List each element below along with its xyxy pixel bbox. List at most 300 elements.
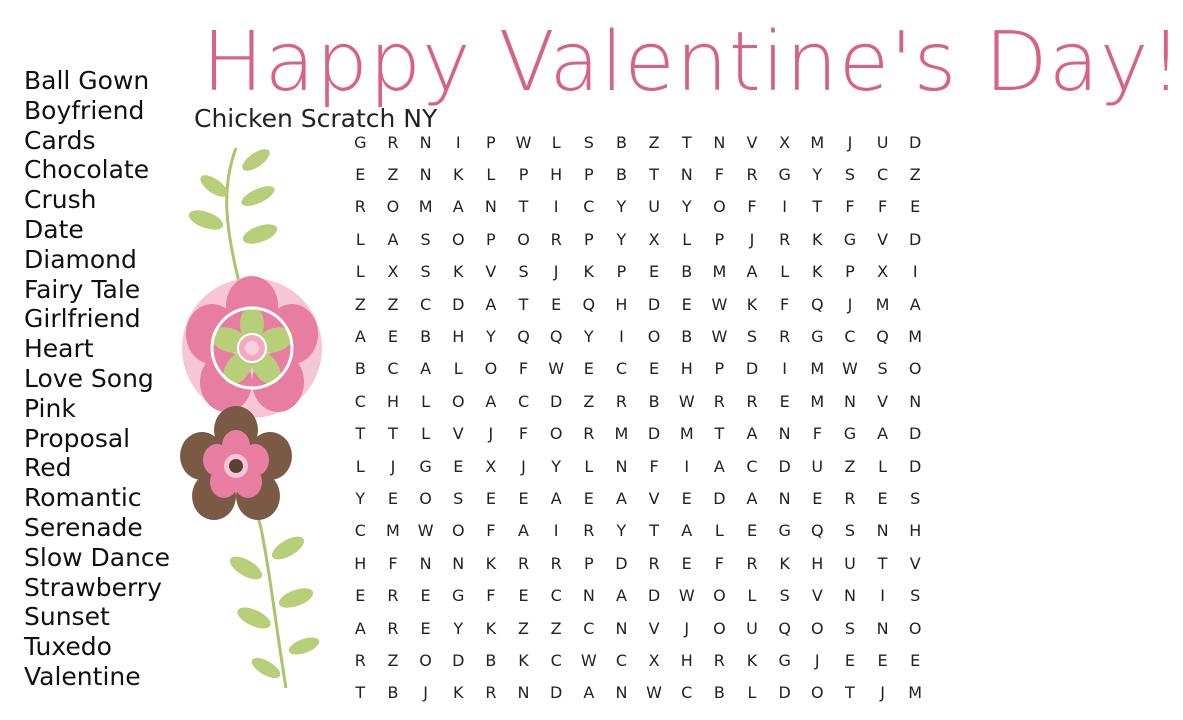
grid-cell[interactable]: Q [517,327,530,347]
grid-cell[interactable]: C [550,650,562,670]
grid-cell[interactable]: R [779,229,791,249]
grid-cell[interactable]: A [615,586,627,606]
grid-cell[interactable]: P [583,553,594,573]
grid-cell[interactable]: M [875,294,890,314]
grid-cell[interactable]: A [713,456,725,476]
grid-cell[interactable]: K [812,229,823,249]
grid-cell[interactable]: N [517,683,530,703]
grid-cell[interactable]: U [811,456,824,476]
grid-cell[interactable]: C [681,683,693,703]
grid-cell[interactable]: S [518,262,529,282]
grid-cell[interactable]: N [419,132,432,152]
grid-cell[interactable]: K [452,262,464,282]
grid-cell[interactable]: T [355,683,366,703]
grid-cell[interactable]: K [485,618,497,638]
grid-cell[interactable]: F [518,424,529,444]
grid-cell[interactable]: X [877,262,889,282]
grid-cell[interactable]: E [485,488,496,508]
grid-cell[interactable]: W [678,391,695,411]
grid-cell[interactable]: M [679,424,694,444]
grid-cell[interactable]: R [844,488,856,508]
grid-cell[interactable]: H [550,165,563,185]
grid-cell[interactable]: W [515,132,532,152]
grid-cell[interactable]: N [778,488,791,508]
grid-cell[interactable]: M [908,327,923,347]
grid-cell[interactable]: B [485,650,497,670]
grid-cell[interactable]: V [746,132,758,152]
grid-cell[interactable]: Z [387,294,399,314]
grid-cell[interactable]: L [714,521,724,541]
grid-cell[interactable]: Q [778,618,791,638]
grid-cell[interactable]: M [810,132,825,152]
grid-cell[interactable]: L [355,456,365,476]
grid-cell[interactable]: K [583,262,595,282]
grid-cell[interactable]: N [876,618,889,638]
grid-cell[interactable]: D [909,456,922,476]
grid-cell[interactable]: N [713,132,726,152]
grid-cell[interactable]: O [419,650,432,670]
grid-cell[interactable]: B [681,262,693,282]
grid-cell[interactable]: D [550,683,563,703]
grid-cell[interactable]: L [747,586,757,606]
grid-cell[interactable]: R [615,391,627,411]
grid-cell[interactable]: U [844,553,856,573]
grid-cell[interactable]: Z [844,456,856,476]
grid-cell[interactable]: F [486,586,496,606]
grid-cell[interactable]: M [810,391,825,411]
grid-cell[interactable]: F [877,197,888,217]
grid-cell[interactable]: W [678,586,695,606]
grid-cell[interactable]: O [386,197,400,217]
grid-cell[interactable]: I [684,456,690,476]
grid-cell[interactable]: D [550,391,563,411]
grid-cell[interactable]: B [713,683,725,703]
grid-cell[interactable]: V [648,488,660,508]
grid-cell[interactable]: O [908,359,922,379]
grid-cell[interactable]: D [615,553,628,573]
grid-cell[interactable]: W [646,683,662,703]
grid-cell[interactable]: E [518,586,529,606]
grid-cell[interactable]: K [746,650,758,670]
grid-cell[interactable]: Z [387,165,399,185]
grid-cell[interactable]: H [680,650,693,670]
grid-cell[interactable]: D [909,424,922,444]
grid-cell[interactable]: A [354,327,366,347]
grid-cell[interactable]: R [583,521,595,541]
grid-cell[interactable]: T [812,197,823,217]
grid-cell[interactable]: R [550,553,562,573]
grid-cell[interactable]: T [714,424,725,444]
grid-cell[interactable]: Y [616,197,627,217]
grid-cell[interactable]: Q [582,294,596,314]
grid-cell[interactable]: P [714,229,725,249]
grid-cell[interactable]: C [550,586,562,606]
grid-cell[interactable]: X [779,132,791,152]
grid-cell[interactable]: E [649,359,660,379]
grid-cell[interactable]: E [681,553,692,573]
grid-cell[interactable]: O [713,197,726,217]
grid-cell[interactable]: Q [549,327,563,347]
grid-cell[interactable]: E [453,456,464,476]
grid-cell[interactable]: S [420,262,431,282]
grid-cell[interactable]: D [778,683,791,703]
grid-cell[interactable]: L [355,229,365,249]
grid-cell[interactable]: S [910,488,921,508]
grid-cell[interactable]: E [583,359,594,379]
grid-cell[interactable]: J [847,294,853,314]
grid-cell[interactable]: R [354,197,366,217]
grid-cell[interactable]: A [485,294,497,314]
grid-cell[interactable]: U [746,618,758,638]
grid-cell[interactable]: U [648,197,660,217]
grid-cell[interactable]: J [521,456,526,476]
grid-cell[interactable]: T [518,197,529,217]
grid-cell[interactable]: L [780,262,790,282]
grid-cell[interactable]: C [844,327,856,347]
grid-cell[interactable]: M [386,521,400,541]
grid-cell[interactable]: R [485,683,497,703]
grid-cell[interactable]: A [354,618,366,638]
grid-cell[interactable]: O [713,586,726,606]
grid-cell[interactable]: G [843,424,857,444]
grid-cell[interactable]: Q [810,521,824,541]
grid-cell[interactable]: T [681,132,692,152]
grid-cell[interactable]: B [681,327,693,347]
grid-cell[interactable]: O [517,229,530,249]
grid-cell[interactable]: N [876,521,889,541]
grid-cell[interactable]: L [421,391,431,411]
grid-cell[interactable]: E [649,262,660,282]
grid-cell[interactable]: X [387,262,399,282]
grid-cell[interactable]: G [778,650,791,670]
grid-cell[interactable]: A [746,488,758,508]
grid-cell[interactable]: S [844,618,855,638]
grid-cell[interactable]: Y [681,197,692,217]
grid-cell[interactable]: R [713,391,725,411]
grid-cell[interactable]: E [910,197,921,217]
grid-cell[interactable]: H [386,391,399,411]
grid-cell[interactable]: N [680,165,693,185]
grid-cell[interactable]: T [355,424,366,444]
grid-cell[interactable]: Y [583,327,594,347]
grid-cell[interactable]: K [485,553,497,573]
grid-cell[interactable]: S [420,229,431,249]
grid-cell[interactable]: J [749,229,755,249]
grid-cell[interactable]: T [649,165,659,185]
grid-cell[interactable]: K [518,650,529,670]
grid-cell[interactable]: G [778,165,791,185]
grid-cell[interactable]: N [615,456,628,476]
grid-cell[interactable]: S [779,586,790,606]
grid-cell[interactable]: F [812,424,822,444]
grid-cell[interactable]: O [908,618,922,638]
grid-cell[interactable]: E [844,650,855,670]
grid-cell[interactable]: Z [387,650,399,670]
grid-cell[interactable]: R [517,553,530,573]
grid-cell[interactable]: H [354,553,367,573]
grid-cell[interactable]: N [419,553,432,573]
grid-cell[interactable]: Z [909,165,921,185]
grid-cell[interactable]: C [354,391,366,411]
grid-cell[interactable]: D [745,359,759,379]
grid-cell[interactable]: H [680,359,693,379]
grid-cell[interactable]: Z [518,618,529,638]
grid-cell[interactable]: L [486,165,496,185]
grid-cell[interactable]: L [453,359,463,379]
grid-cell[interactable]: B [648,391,660,411]
grid-cell[interactable]: M [810,359,825,379]
grid-cell[interactable]: G [452,586,465,606]
grid-cell[interactable]: N [843,586,856,606]
grid-cell[interactable]: A [877,424,889,444]
grid-cell[interactable]: F [388,553,398,573]
grid-cell[interactable]: O [549,424,563,444]
grid-cell[interactable]: S [910,586,921,606]
grid-cell[interactable]: N [484,197,497,217]
grid-cell[interactable]: C [615,359,628,379]
grid-cell[interactable]: H [909,521,922,541]
grid-cell[interactable]: N [615,618,628,638]
grid-cell[interactable]: N [615,683,628,703]
grid-cell[interactable]: R [354,650,366,670]
grid-cell[interactable]: M [614,424,629,444]
grid-cell[interactable]: J [684,618,690,638]
grid-cell[interactable]: I [880,586,885,606]
grid-cell[interactable]: D [909,229,922,249]
grid-cell[interactable]: A [909,294,921,314]
grid-cell[interactable]: O [451,521,465,541]
grid-cell[interactable]: S [844,521,855,541]
grid-cell[interactable]: Y [453,618,464,638]
grid-cell[interactable]: E [779,391,790,411]
grid-cell[interactable]: O [484,359,498,379]
grid-cell[interactable]: O [451,229,465,249]
grid-cell[interactable]: R [779,327,791,347]
grid-cell[interactable]: W [711,327,728,347]
grid-cell[interactable]: W [580,650,597,670]
grid-cell[interactable]: N [909,391,922,411]
grid-cell[interactable]: C [420,294,432,314]
grid-cell[interactable]: C [876,165,889,185]
grid-cell[interactable]: J [488,424,494,444]
grid-cell[interactable]: N [843,391,856,411]
grid-cell[interactable]: P [518,165,529,185]
grid-cell[interactable]: E [812,488,823,508]
grid-cell[interactable]: G [419,456,432,476]
grid-cell[interactable]: G [354,132,367,152]
grid-cell[interactable]: V [648,618,660,638]
grid-cell[interactable]: N [452,553,465,573]
grid-cell[interactable]: D [452,650,465,670]
grid-cell[interactable]: R [583,424,595,444]
grid-cell[interactable]: I [455,132,461,152]
grid-cell[interactable]: K [452,683,464,703]
grid-cell[interactable]: Z [583,391,595,411]
grid-cell[interactable]: F [780,294,790,314]
grid-cell[interactable]: J [880,683,885,703]
grid-cell[interactable]: T [877,553,888,573]
grid-cell[interactable]: D [647,586,661,606]
grid-cell[interactable]: E [681,488,692,508]
grid-cell[interactable]: G [843,229,857,249]
grid-cell[interactable]: Y [812,165,823,185]
grid-cell[interactable]: O [647,327,661,347]
grid-cell[interactable]: P [583,229,594,249]
grid-cell[interactable]: C [354,521,366,541]
grid-cell[interactable]: A [387,229,399,249]
grid-cell[interactable]: K [746,294,758,314]
grid-cell[interactable]: M [712,262,727,282]
grid-cell[interactable]: F [747,197,757,217]
grid-cell[interactable]: Z [648,132,660,152]
grid-cell[interactable]: T [845,683,855,703]
grid-cell[interactable]: B [354,359,366,379]
grid-cell[interactable]: P [616,262,627,282]
grid-cell[interactable]: Q [810,294,824,314]
grid-cell[interactable]: A [420,359,432,379]
grid-cell[interactable]: K [812,262,823,282]
grid-cell[interactable]: A [518,521,529,541]
grid-cell[interactable]: T [518,294,529,314]
grid-cell[interactable]: V [485,262,497,282]
grid-cell[interactable]: F [714,553,724,573]
grid-cell[interactable]: A [615,488,627,508]
grid-cell[interactable]: E [518,488,529,508]
grid-cell[interactable]: A [550,488,562,508]
grid-cell[interactable]: Y [616,229,627,249]
grid-cell[interactable]: H [452,327,465,347]
grid-cell[interactable]: B [615,132,627,152]
grid-cell[interactable]: X [485,456,497,476]
grid-cell[interactable]: J [553,262,559,282]
grid-cell[interactable]: G [778,521,791,541]
grid-cell[interactable]: R [746,553,758,573]
grid-cell[interactable]: Y [485,327,496,347]
grid-cell[interactable]: P [845,262,855,282]
grid-cell[interactable]: Y [616,521,627,541]
grid-cell[interactable]: S [877,359,888,379]
grid-cell[interactable]: E [877,488,888,508]
grid-cell[interactable]: S [746,327,758,347]
grid-cell[interactable]: R [387,132,399,152]
grid-cell[interactable]: R [387,586,399,606]
grid-cell[interactable]: N [778,424,791,444]
grid-cell[interactable]: E [387,327,399,347]
grid-cell[interactable]: O [810,683,824,703]
grid-cell[interactable]: O [451,391,465,411]
grid-cell[interactable]: F [845,197,855,217]
grid-cell[interactable]: O [810,618,824,638]
grid-cell[interactable]: C [387,359,399,379]
grid-cell[interactable]: Y [551,456,562,476]
grid-cell[interactable]: D [647,294,661,314]
grid-cell[interactable]: W [417,521,434,541]
grid-cell[interactable]: X [648,650,660,670]
grid-cell[interactable]: R [746,391,758,411]
grid-cell[interactable]: A [485,391,497,411]
grid-cell[interactable]: A [746,262,758,282]
grid-cell[interactable]: I [553,521,559,541]
grid-cell[interactable]: T [388,424,398,444]
grid-cell[interactable]: E [355,165,366,185]
grid-cell[interactable]: B [420,327,432,347]
grid-cell[interactable]: V [877,229,889,249]
grid-cell[interactable]: D [452,294,465,314]
grid-cell[interactable]: C [583,197,595,217]
grid-cell[interactable]: D [909,132,922,152]
grid-cell[interactable]: V [877,391,889,411]
grid-cell[interactable]: Y [355,488,366,508]
grid-cell[interactable]: F [518,359,529,379]
grid-cell[interactable]: U [876,132,889,152]
grid-cell[interactable]: T [649,521,659,541]
grid-cell[interactable]: E [387,488,399,508]
grid-cell[interactable]: D [778,456,791,476]
grid-cell[interactable]: L [421,424,431,444]
grid-cell[interactable]: Q [876,327,889,347]
grid-cell[interactable]: E [910,650,921,670]
grid-cell[interactable]: P [714,359,725,379]
grid-cell[interactable]: E [583,488,594,508]
grid-cell[interactable]: O [713,618,726,638]
grid-cell[interactable]: R [550,229,562,249]
grid-cell[interactable]: E [355,586,366,606]
grid-cell[interactable]: D [647,424,661,444]
grid-cell[interactable]: H [615,294,628,314]
grid-cell[interactable]: H [811,553,824,573]
grid-cell[interactable]: I [782,197,787,217]
grid-cell[interactable]: A [681,521,693,541]
grid-cell[interactable]: L [355,262,365,282]
grid-cell[interactable]: L [584,456,594,476]
grid-cell[interactable]: N [419,165,432,185]
grid-cell[interactable]: V [909,553,921,573]
grid-cell[interactable]: E [551,294,562,314]
grid-cell[interactable]: I [912,262,918,282]
grid-cell[interactable]: A [746,424,758,444]
grid-cell[interactable]: K [452,165,464,185]
grid-cell[interactable]: A [452,197,464,217]
grid-cell[interactable]: S [453,488,464,508]
grid-cell[interactable]: S [844,165,855,185]
grid-cell[interactable]: L [747,683,757,703]
grid-cell[interactable]: I [782,359,787,379]
grid-cell[interactable]: I [553,197,559,217]
grid-cell[interactable]: B [615,165,627,185]
grid-cell[interactable]: S [583,132,594,152]
grid-cell[interactable]: F [714,165,724,185]
grid-cell[interactable]: G [811,327,824,347]
grid-cell[interactable]: J [390,456,396,476]
grid-cell[interactable]: I [619,327,624,347]
grid-cell[interactable]: N [582,586,595,606]
grid-cell[interactable]: E [420,586,431,606]
grid-cell[interactable]: E [681,294,692,314]
grid-cell[interactable]: L [682,229,692,249]
grid-cell[interactable]: W [711,294,728,314]
grid-cell[interactable]: R [713,650,725,670]
grid-cell[interactable]: L [551,132,561,152]
grid-cell[interactable]: W [548,359,565,379]
grid-cell[interactable]: B [387,683,399,703]
grid-cell[interactable]: V [811,586,823,606]
grid-cell[interactable]: P [583,165,594,185]
grid-cell[interactable]: A [583,683,595,703]
grid-cell[interactable]: O [419,488,432,508]
grid-cell[interactable]: R [746,165,758,185]
grid-cell[interactable]: J [423,683,428,703]
grid-cell[interactable]: E [420,618,431,638]
